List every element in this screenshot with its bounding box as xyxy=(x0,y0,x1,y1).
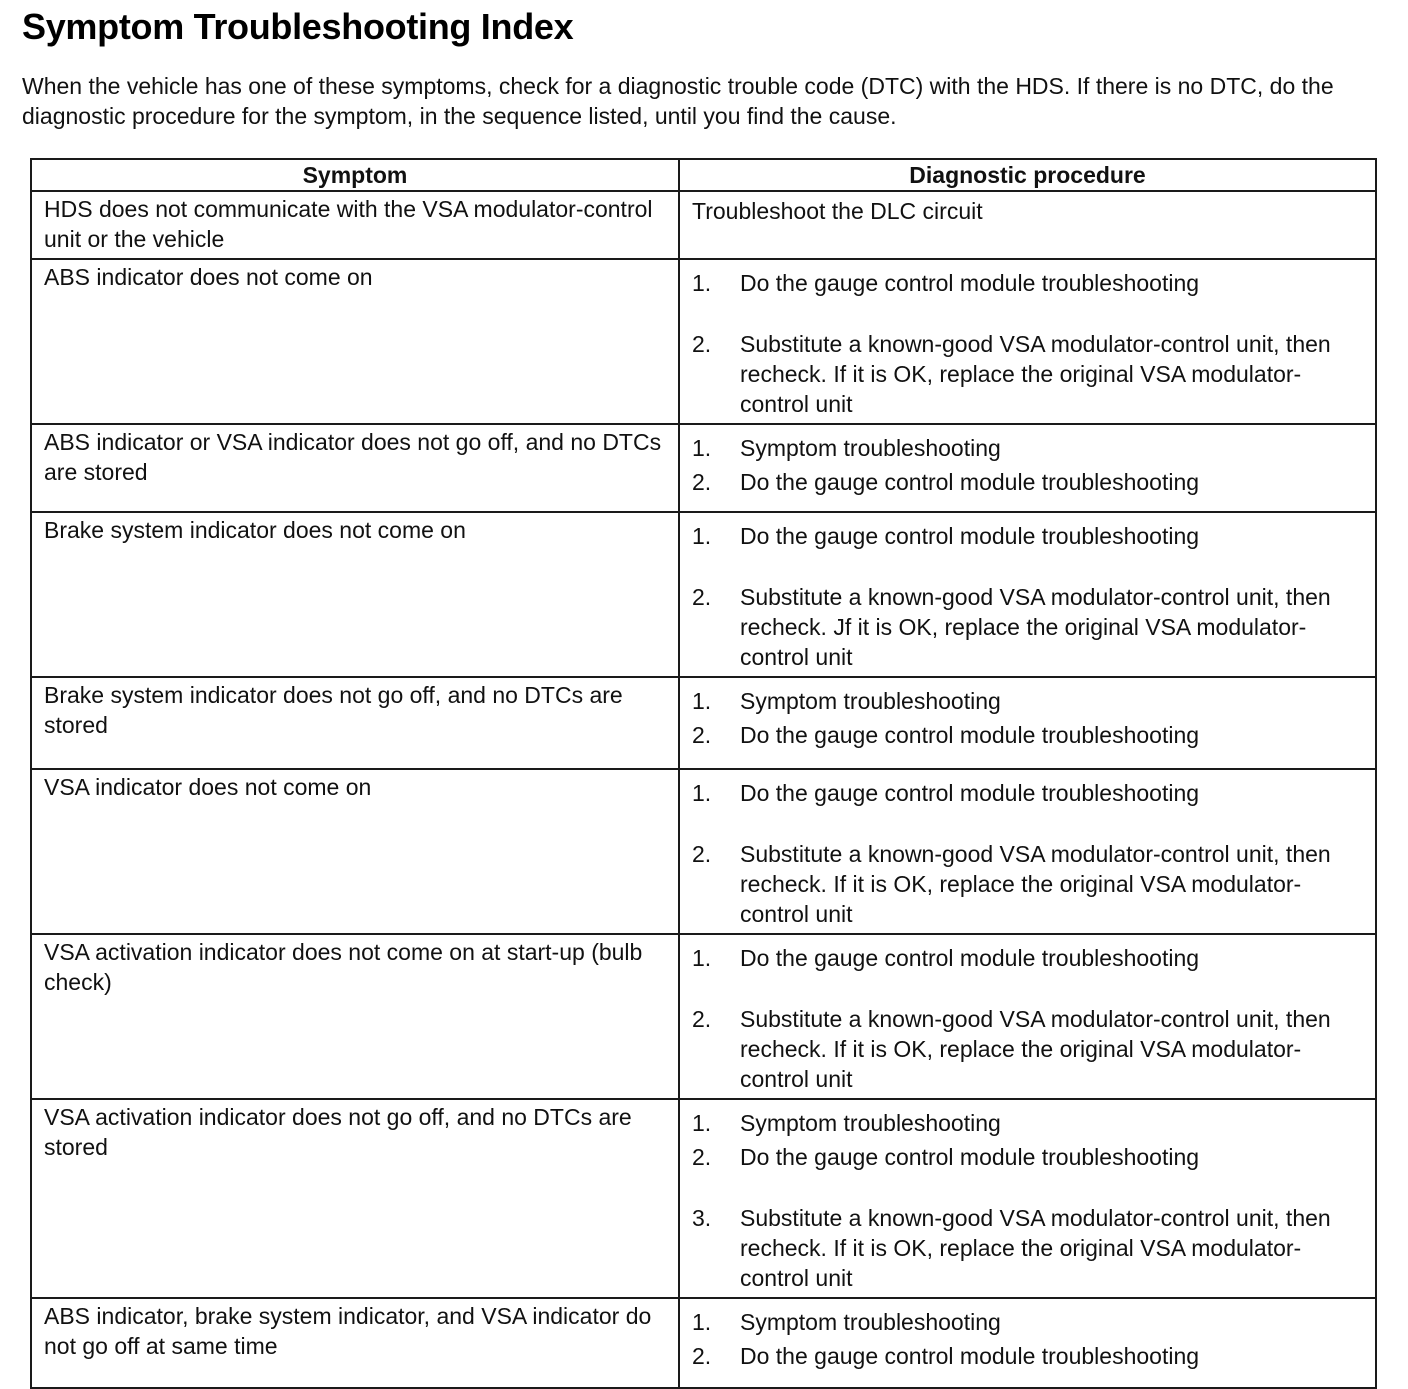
symptom-cell: VSA activation indicator does not come on at start-up (bulb check) xyxy=(31,934,679,1099)
symptom-cell: ABS indicator does not come on xyxy=(31,259,679,424)
table-row xyxy=(31,1298,1376,1388)
table-header-row xyxy=(31,159,1376,191)
symptom-cell: ABS indicator, brake system indicator, and VSA indicator do not go off at same time xyxy=(31,1298,679,1388)
step-number: 2. xyxy=(692,841,712,867)
procedure-steps xyxy=(692,517,1365,672)
step-number: 2. xyxy=(692,469,712,495)
procedure-step xyxy=(692,264,1365,298)
step-number: 2. xyxy=(692,722,712,748)
procedure-cell xyxy=(679,512,1376,677)
step-number: 2. xyxy=(692,1006,712,1032)
header-symptom: Symptom xyxy=(31,159,679,191)
step-text: Do the gauge control module troubleshooting xyxy=(740,1144,1200,1170)
procedure-steps xyxy=(692,774,1365,929)
step-number: 1. xyxy=(692,1110,712,1136)
procedure-step xyxy=(692,1337,1365,1371)
step-number: 2. xyxy=(692,1144,712,1170)
step-text: Do the gauge control module troubleshooting xyxy=(740,523,1200,549)
step-text: Do the gauge control module troubleshooting xyxy=(740,270,1200,296)
table-row xyxy=(31,259,1376,424)
step-number: 2. xyxy=(692,1343,712,1369)
procedure-cell xyxy=(679,1298,1376,1388)
procedure-step xyxy=(692,973,1365,1094)
procedure-cell: Troubleshoot the DLC circuit xyxy=(679,191,1376,259)
step-text: Symptom troubleshooting xyxy=(740,688,1001,714)
procedure-step xyxy=(692,1172,1365,1293)
procedure-step xyxy=(692,463,1365,497)
procedure-steps xyxy=(692,682,1365,750)
symptom-table xyxy=(30,158,1377,1389)
step-number: 1. xyxy=(692,688,712,714)
step-text: Substitute a known-good VSA modulator-control unit, then recheck. If it is OK, replace the original VSA modulator-control unit xyxy=(740,331,1331,417)
procedure-step xyxy=(692,429,1365,463)
procedure-step xyxy=(692,774,1365,808)
table-row xyxy=(31,934,1376,1099)
step-text: Substitute a known-good VSA modulator-control unit, then recheck. If it is OK, replace the original VSA modulator-control unit xyxy=(740,1205,1331,1291)
step-text: Do the gauge control module troubleshooting xyxy=(740,945,1200,971)
step-number: 1. xyxy=(692,435,712,461)
symptom-cell: HDS does not communicate with the VSA modulator-control unit or the vehicle xyxy=(31,191,679,259)
table-row xyxy=(31,1099,1376,1298)
step-number: 2. xyxy=(692,584,712,610)
step-text: Substitute a known-good VSA modulator-control unit, then recheck. Jf it is OK, replace the original VSA modulator-control unit xyxy=(740,584,1331,670)
step-text: Symptom troubleshooting xyxy=(740,1110,1001,1136)
procedure-cell xyxy=(679,677,1376,769)
procedure-cell xyxy=(679,424,1376,512)
intro-paragraph: When the vehicle has one of these symptoms, check for a diagnostic trouble code (DTC) with the HDS. If there is no DTC, do the diagnostic procedure for the symptom, in the sequence listed, until you find the cause. xyxy=(22,73,1334,129)
procedure-steps xyxy=(692,429,1365,497)
procedure-steps xyxy=(692,939,1365,1094)
procedure-step xyxy=(692,682,1365,716)
procedure-step xyxy=(692,716,1365,750)
step-text: Substitute a known-good VSA modulator-control unit, then recheck. If it is OK, replace the original VSA modulator-control unit xyxy=(740,1006,1331,1092)
step-number: 1. xyxy=(692,523,712,549)
step-number: 1. xyxy=(692,945,712,971)
symptom-cell: VSA activation indicator does not go off, and no DTCs are stored xyxy=(31,1099,679,1298)
procedure-step xyxy=(692,1104,1365,1138)
header-diagnostic-procedure: Diagnostic procedure xyxy=(679,159,1376,191)
procedure-cell xyxy=(679,934,1376,1099)
symptom-cell: Brake system indicator does not come on xyxy=(31,512,679,677)
procedure-step xyxy=(692,517,1365,551)
symptom-cell: VSA indicator does not come on xyxy=(31,769,679,934)
table-row xyxy=(31,191,1376,259)
table-row xyxy=(31,769,1376,934)
table-row xyxy=(31,512,1376,677)
table-row xyxy=(31,677,1376,769)
table-row xyxy=(31,424,1376,512)
step-text: Do the gauge control module troubleshooting xyxy=(740,722,1200,748)
procedure-step xyxy=(692,1138,1365,1172)
symptom-cell: Brake system indicator does not go off, and no DTCs are stored xyxy=(31,677,679,769)
procedure-step xyxy=(692,808,1365,929)
step-text: Do the gauge control module troubleshooting xyxy=(740,469,1200,495)
procedure-steps xyxy=(692,1303,1365,1371)
step-text: Symptom troubleshooting xyxy=(740,435,1001,461)
step-number: 1. xyxy=(692,780,712,806)
step-number: 3. xyxy=(692,1205,712,1231)
step-number: 2. xyxy=(692,331,712,357)
procedure-steps xyxy=(692,1104,1365,1293)
step-text: Symptom troubleshooting xyxy=(740,1309,1001,1335)
procedure-step xyxy=(692,551,1365,672)
step-number: 1. xyxy=(692,270,712,296)
step-text: Do the gauge control module troubleshooting xyxy=(740,780,1200,806)
procedure-cell xyxy=(679,1099,1376,1298)
procedure-cell xyxy=(679,769,1376,934)
procedure-step xyxy=(692,298,1365,419)
step-number: 1. xyxy=(692,1309,712,1335)
page-title: Symptom Troubleshooting Index xyxy=(22,6,574,47)
procedure-step xyxy=(692,939,1365,973)
procedure-cell xyxy=(679,259,1376,424)
procedure-step xyxy=(692,1303,1365,1337)
step-text: Do the gauge control module troubleshooting xyxy=(740,1343,1200,1369)
procedure-steps xyxy=(692,264,1365,419)
symptom-cell: ABS indicator or VSA indicator does not go off, and no DTCs are stored xyxy=(31,424,679,512)
step-text: Substitute a known-good VSA modulator-control unit, then recheck. If it is OK, replace the original VSA modulator-control unit xyxy=(740,841,1331,927)
